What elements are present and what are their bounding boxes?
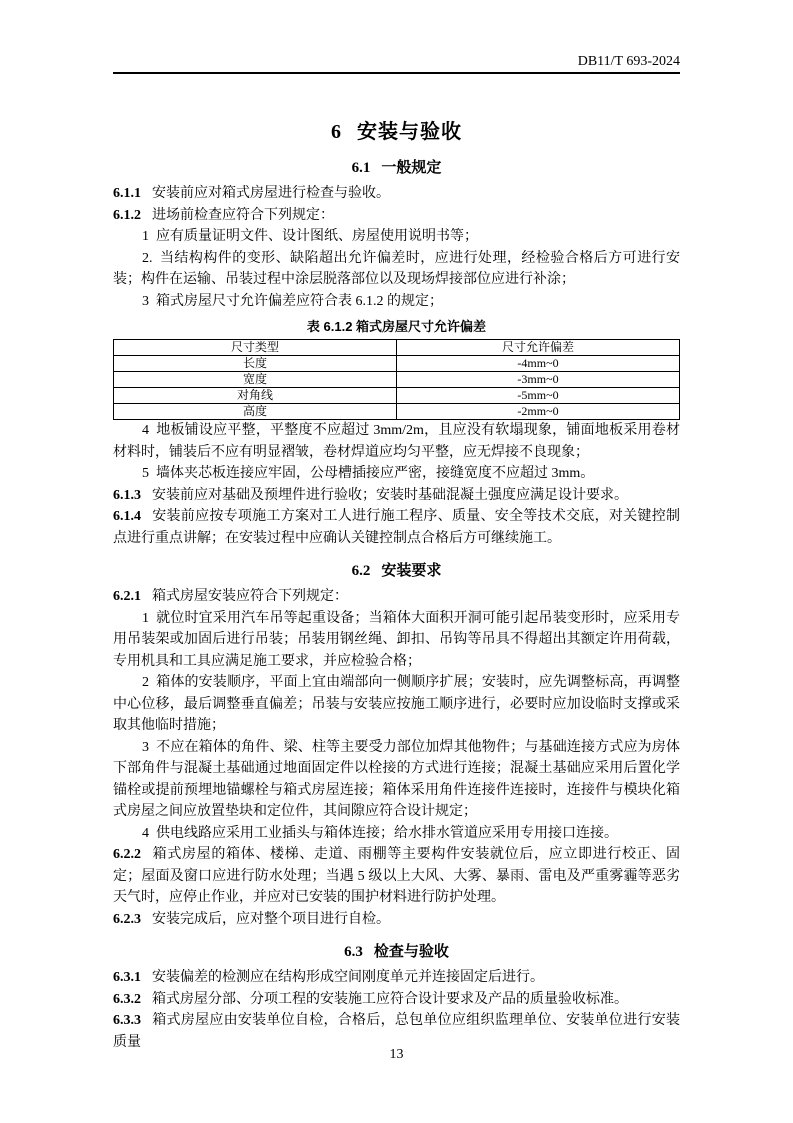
clause-text: 安装前应对箱式房屋进行检查与验收。 [152, 186, 390, 201]
item-text: 地板铺设应平整，平整度不应超过 3mm/2m，且应没有软塌现象，铺面地板采用卷材材料时，铺装后不应有明显褶皱，卷材焊道应均匀平整，应无焊接不良现象； [113, 423, 680, 460]
item-number: 4 [142, 825, 149, 841]
table-row [114, 356, 680, 372]
clause-text: 安装前应按专项施工方案对工人进行施工程序、质量、安全等技术交底，对关键控制点进行重点讲解；在安装过程中应确认关键控制点合格后方可继续施工。 [113, 509, 680, 546]
clause-text: 箱式房屋安装应符合下列规定： [152, 589, 348, 604]
chapter-number: 6 [331, 121, 341, 143]
clause-6-1-3 [113, 485, 680, 507]
clause-number: 6.3.3 [113, 1013, 141, 1028]
dimension-type-cell: 高度 [114, 404, 397, 420]
section-title: 安装要求 [381, 562, 442, 579]
item-number: 2. [142, 250, 153, 266]
tolerance-cell: -4mm~0 [397, 356, 680, 372]
section-heading-6-1 [113, 158, 680, 178]
clause-6-2-1 [113, 586, 680, 608]
clause-number: 6.1.3 [113, 487, 141, 503]
clause-6-1-4 [113, 506, 680, 549]
list-item-2 [113, 672, 680, 737]
section-number: 6.2 [351, 563, 371, 579]
clause-6-1-2 [113, 205, 680, 227]
dimension-type-cell: 长度 [114, 356, 397, 372]
clause-text: 箱式房屋分部、分项工程的安装施工应符合设计要求及产品的质量验收标准。 [152, 991, 628, 1007]
item-number: 4 [142, 423, 149, 438]
clause-text: 安装偏差的检测应在结构形成空间刚度单元并连接固定后进行。 [152, 970, 544, 985]
clause-6-3-1 [113, 967, 680, 989]
list-item-1 [113, 226, 680, 248]
column-header-dimension-type: 尺寸类型 [114, 340, 397, 356]
section-title: 检查与验收 [373, 943, 449, 960]
tolerance-cell: -3mm~0 [397, 372, 680, 388]
clause-number: 6.2.1 [113, 589, 141, 604]
clause-text: 箱式房屋的箱体、楼梯、走道、雨棚等主要构件安装就位后，应立即进行校正、固定；屋面及窗口应进行防水处理；当遇 5 级以上大风、大雾、暴雨、雷电及严重雾霾等恶劣天气时，应停止作业，并应对已安装的围护材料进行防护处理。 [113, 847, 680, 905]
table-header-row [114, 340, 680, 356]
item-number: 1 [142, 229, 149, 244]
clause-text: 进场前检查应符合下列规定： [152, 207, 334, 223]
page-content [113, 0, 680, 1053]
clause-6-2-3 [113, 909, 680, 931]
table-row [114, 388, 680, 404]
clause-number: 6.1.1 [113, 186, 141, 201]
page-number: 13 [389, 1047, 404, 1062]
chapter-title: 安装与验收 [357, 121, 462, 143]
item-text: 当结构构件的变形、缺陷超出允许偏差时，应进行处理，经检验合格后方可进行安装；构件在运输、吊装过程中涂层脱落部位以及现场焊接部位应进行补涂； [113, 250, 680, 287]
clause-6-1-1 [113, 183, 680, 205]
section-title: 一般规定 [381, 159, 442, 176]
clause-number: 6.2.3 [113, 911, 141, 927]
list-item-5 [113, 463, 680, 485]
tolerance-cell: -5mm~0 [397, 388, 680, 404]
list-item-4 [113, 823, 680, 845]
list-item-3 [113, 737, 680, 823]
column-header-tolerance: 尺寸允许偏差 [397, 340, 680, 356]
size-tolerance-table [113, 339, 680, 420]
item-number: 1 [142, 610, 149, 626]
item-text: 箱体的安装顺序，平面上宜由端部向一侧顺序扩展；安装时，应先调整标高，再调整中心位移，最后调整垂直偏差；吊装与安装应按施工顺序进行，必要时应加设临时支撑或采取其他临时措施； [113, 675, 680, 733]
item-text: 不应在箱体的角件、梁、柱等主要受力部位加焊其他物件；与基础连接方式应为房体下部角件与混凝土基础通过地面固定件以栓接的方式进行连接；混凝土基础应采用后置化学锚栓或提前预埋地锚螺栓与箱式房屋连接；箱体采用角件连接件连接时，连接件与模块化箱式房屋之间应放置垫块和定位件，其间隙应符合设计规定； [113, 739, 680, 819]
clause-number: 6.2.2 [113, 847, 141, 862]
item-number: 5 [142, 466, 149, 481]
clause-number: 6.1.4 [113, 509, 141, 524]
dimension-type-cell: 宽度 [114, 372, 397, 388]
list-item-3 [113, 291, 680, 313]
clause-number: 6.3.2 [113, 991, 141, 1007]
section-number: 6.3 [344, 944, 363, 960]
item-number: 2 [142, 675, 149, 690]
item-text: 就位时宜采用汽车吊等起重设备；当箱体大面积开洞可能引起吊装变形时，应采用专用吊装架或加固后进行吊装；吊装用钢丝绳、卸扣、吊钩等吊具不得超出其额定许用荷载，专用机具和工具应满足施工要求，并应检验合格； [113, 610, 680, 669]
item-number: 3 [142, 739, 149, 755]
header-rule [113, 72, 680, 74]
clause-number: 6.3.1 [113, 970, 141, 985]
clause-text: 箱式房屋应由安装单位自检，合格后，总包单位应组织监理单位、安装单位进行安装质量 [113, 1013, 680, 1050]
table-row [114, 404, 680, 420]
item-text: 应有质量证明文件、设计图纸、房屋使用说明书等； [156, 229, 478, 244]
clause-number: 6.1.2 [113, 207, 141, 223]
tolerance-cell: -2mm~0 [397, 404, 680, 420]
list-item-2 [113, 248, 680, 291]
section-heading-6-3 [113, 942, 680, 962]
section-heading-6-2 [113, 561, 680, 581]
item-text: 供电线路应采用工业插头与箱体连接；给水排水管道应采用专用接口连接。 [156, 825, 618, 841]
section-number: 6.1 [351, 160, 371, 176]
clause-6-2-2 [113, 844, 680, 909]
chapter-heading [113, 118, 680, 146]
list-item-4 [113, 420, 680, 463]
table-caption: 表 6.1.2 箱式房屋尺寸允许偏差 [306, 319, 487, 334]
item-text: 箱式房屋尺寸允许偏差应符合表 6.1.2 的规定； [156, 293, 443, 309]
clause-6-3-2 [113, 989, 680, 1011]
standard-code: DB11/T 693-2024 [577, 54, 680, 69]
item-number: 3 [142, 293, 149, 309]
list-item-1 [113, 608, 680, 673]
clause-text: 安装前应对基础及预埋件进行验收；安装时基础混凝土强度应满足设计要求。 [152, 487, 628, 503]
table-row [114, 372, 680, 388]
clause-text: 安装完成后，应对整个项目进行自检。 [152, 911, 390, 927]
dimension-type-cell: 对角线 [114, 388, 397, 404]
item-text: 墙体夹芯板连接应牢固，公母槽插接应严密，接缝宽度不应超过 3mm。 [156, 466, 595, 481]
